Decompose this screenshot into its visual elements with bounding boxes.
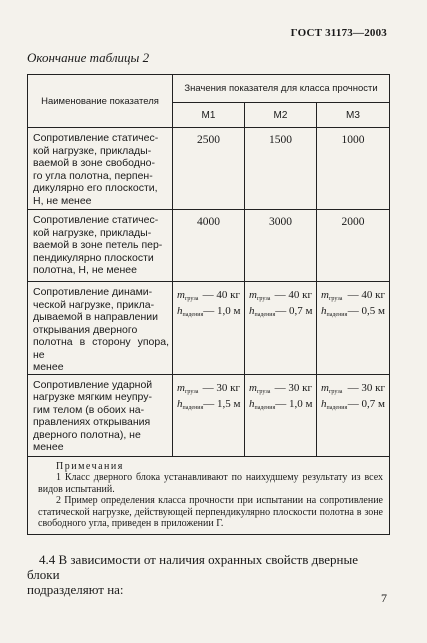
formula-cell: mгруза — 40 кг hпадения — 0,7 м — [245, 282, 317, 375]
formula-cell: mгруза — 30 кг hпадения — 1,0 м — [245, 374, 317, 456]
section-paragraph: 4.4 В зависимости от наличия охранных свойств дверные блоки подразделяют на: — [27, 552, 358, 597]
indicator-name: Сопротивление динами- ческой нагрузке, прикла- дываемой в направлении открывания дверного полотна в сторону упора, не менее — [28, 282, 173, 375]
column-header-name: Наименование показателя — [28, 75, 173, 128]
note-item: 1 Класс дверного блока устанавливают по наихудшему результату из всех видов испытаний. — [38, 472, 383, 495]
value-cell: 3000 — [245, 210, 317, 282]
value-cell: 2000 — [317, 210, 390, 282]
standard-number: ГОСТ 31173—2003 — [290, 27, 387, 39]
strength-table — [27, 74, 390, 535]
value-cell: 1000 — [317, 128, 390, 210]
table-caption: Окончание таблицы 2 — [27, 50, 150, 65]
notes-heading: Примечания — [56, 460, 124, 472]
table-row — [28, 374, 390, 456]
table-row — [28, 210, 390, 282]
class-header-m3: М3 — [317, 103, 390, 128]
column-group-header: Значения показателя для класса прочности — [173, 75, 390, 103]
formula-cell: mгруза — 30 кг hпадения — 1,5 м — [173, 374, 245, 456]
page-number: 7 — [381, 591, 387, 605]
table-row — [28, 128, 390, 210]
formula-cell: mгруза — 30 кг hпадения — 0,7 м — [317, 374, 390, 456]
indicator-name: Сопротивление статичес- кой нагрузке, приклады- ваемой в зоне свободно- го угла полотна, перпен- дикулярно его плоскости, Н, не менее — [28, 128, 173, 210]
class-header-m1: М1 — [173, 103, 245, 128]
value-cell: 1500 — [245, 128, 317, 210]
value-cell: 2500 — [173, 128, 245, 210]
indicator-name: Сопротивление статичес- кой нагрузке, приклады- ваемой в зоне петель пер- пендикулярно плоскости полотна, Н, не менее — [28, 210, 173, 282]
notes-row — [28, 456, 390, 534]
formula-cell: mгруза — 40 кг hпадения — 1,0 м — [173, 282, 245, 375]
table-row — [28, 282, 390, 375]
indicator-name: Сопротивление ударной нагрузке мягким неупру- гим телом (в обоих на- правлениях открывания дверного полотна), не менее — [28, 374, 173, 456]
note-item: 2 Пример определения класса прочности при испытании на сопротивление статической нагрузке, действующей перпендикулярно плоскости полотна в зоне свободного угла, приведен в приложении Г. — [38, 495, 383, 529]
class-header-m2: М2 — [245, 103, 317, 128]
formula-cell: mгруза — 40 кг hпадения — 0,5 м — [317, 282, 390, 375]
value-cell: 4000 — [173, 210, 245, 282]
table-notes — [28, 456, 390, 534]
